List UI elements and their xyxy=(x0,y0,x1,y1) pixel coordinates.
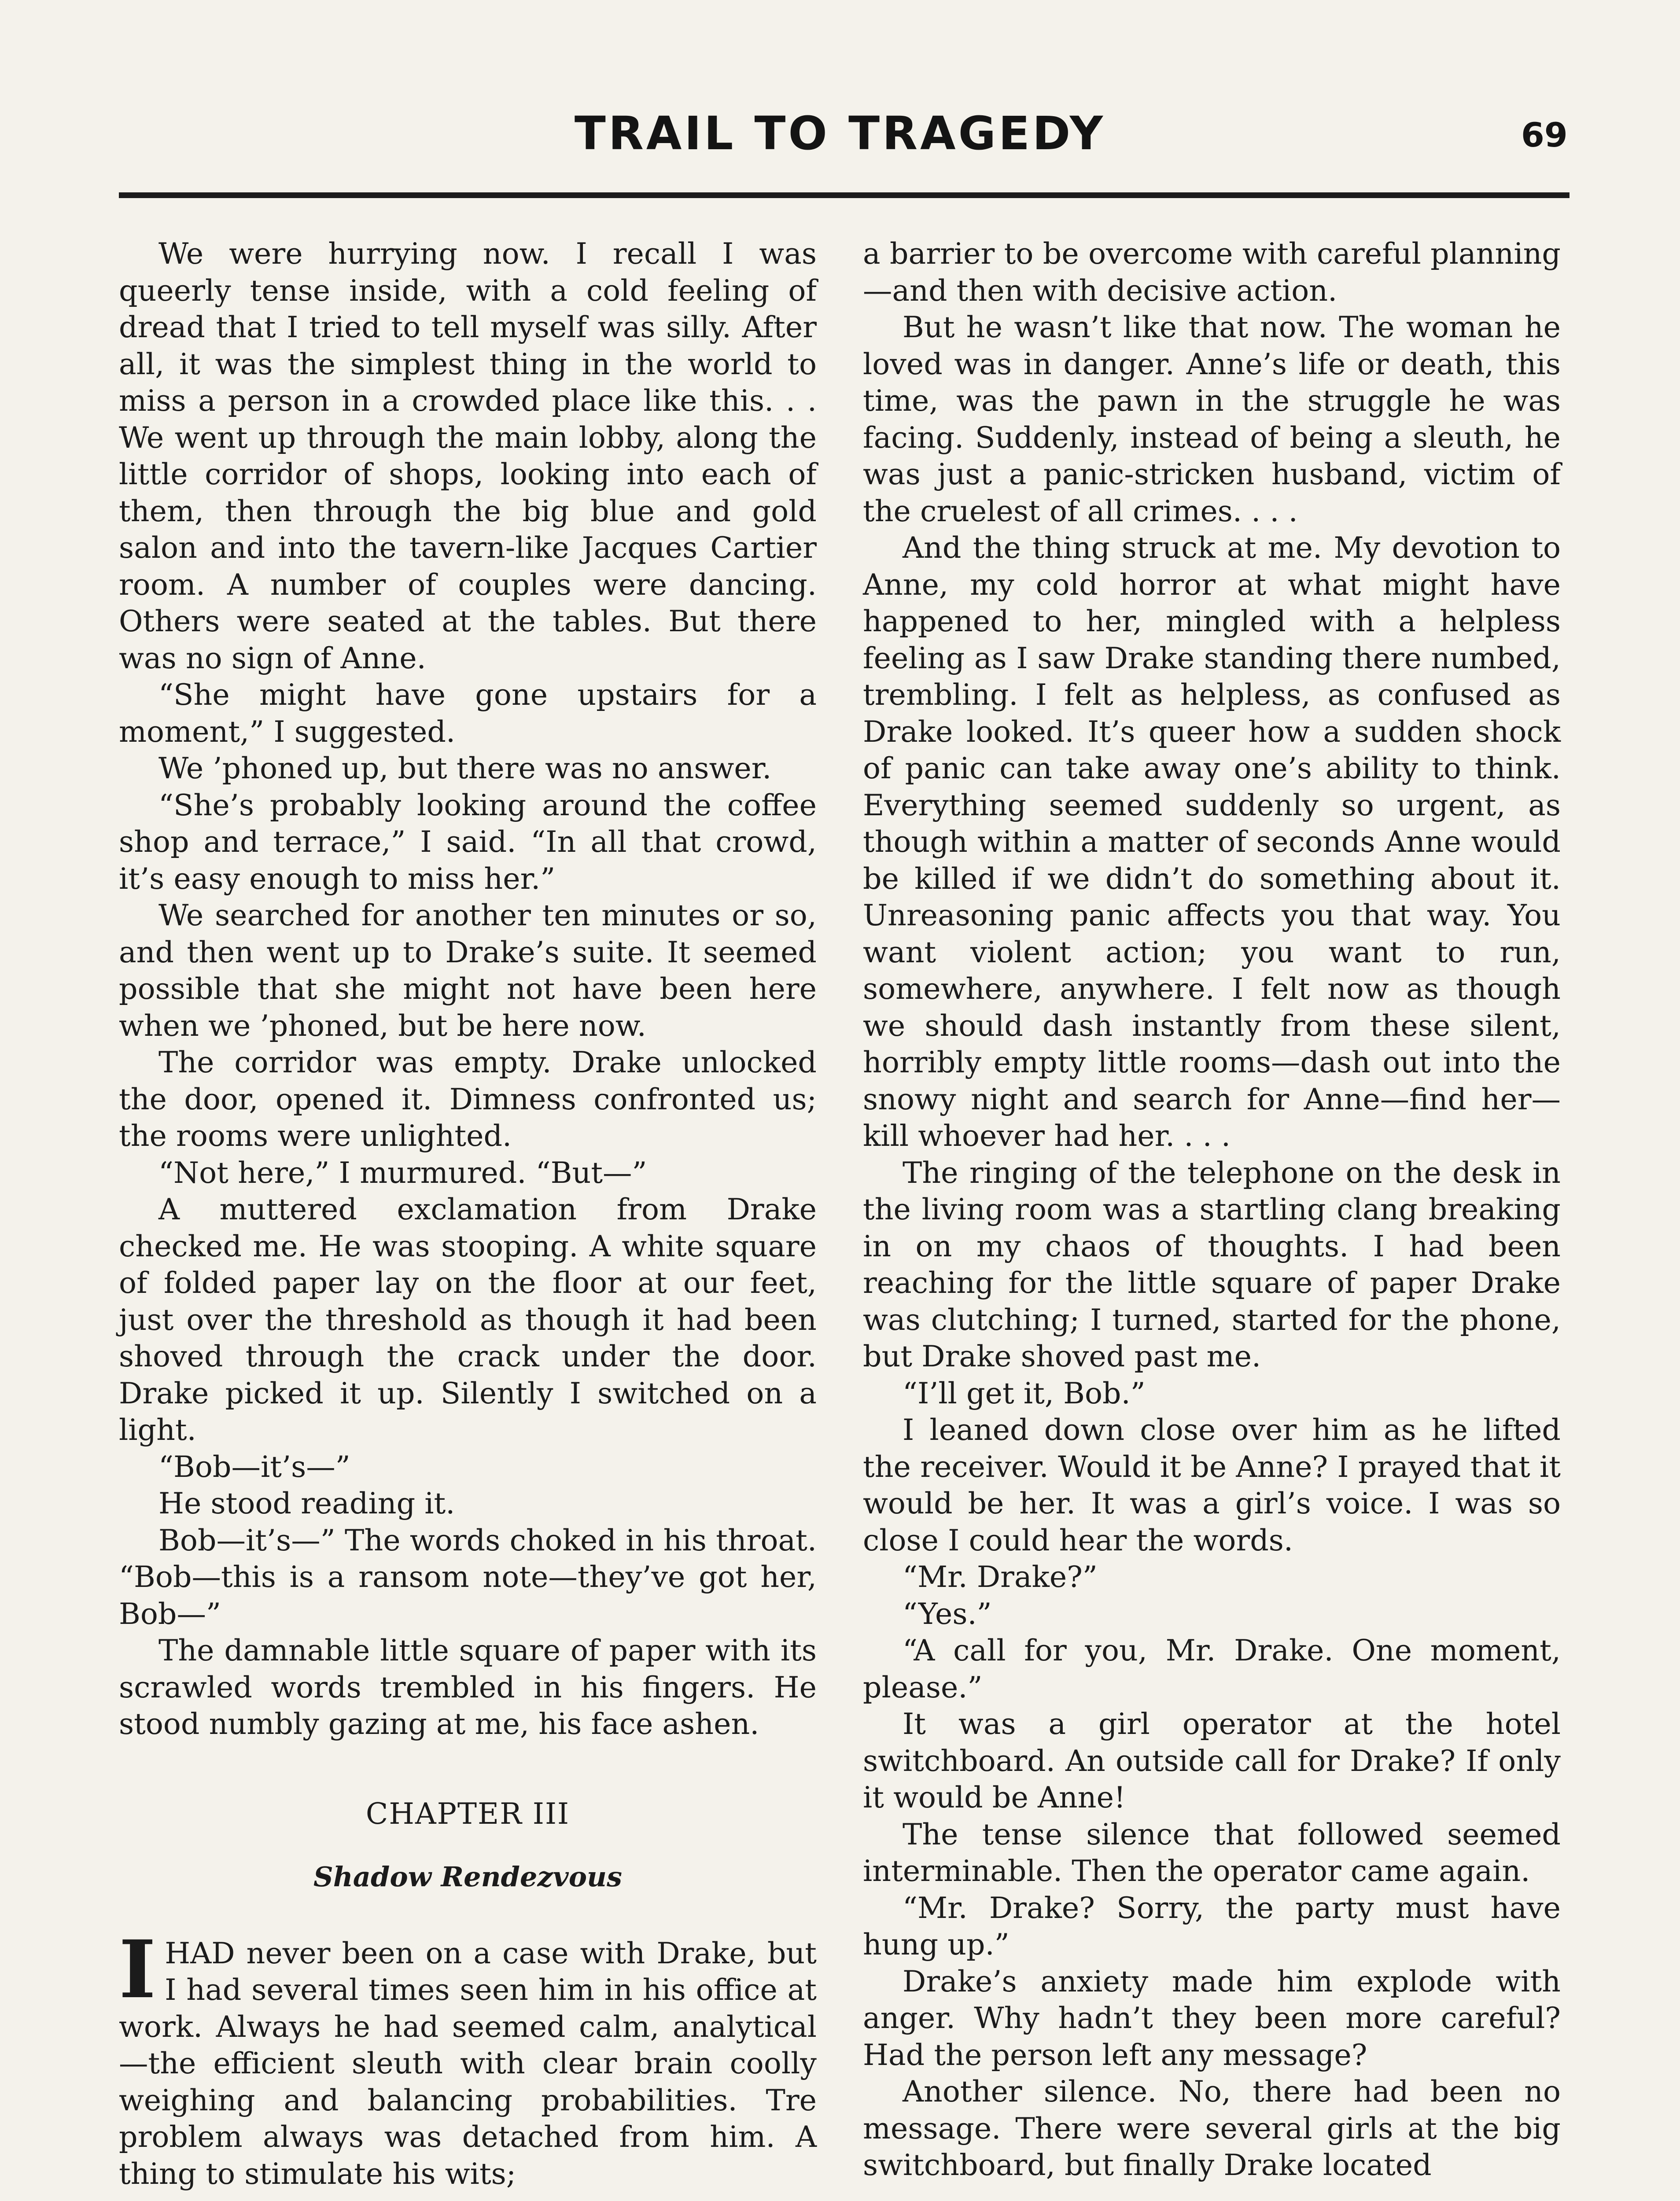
paragraph: The tense silence that followed seemed interminable. Then the operator came again. xyxy=(863,1817,1561,1888)
paragraph: I leaned down close over him as he lifted the receiver. Would it be Anne? I prayed that it would be her. It was a girl’s voice. I was so close I could hear the words. xyxy=(863,1413,1561,1557)
paragraph: The corridor was empty. Drake unlocked the door, opened it. Dimness confronted us; the rooms were unlighted. xyxy=(119,1045,817,1153)
paragraph: We were hurrying now. I recall I was queerly tense inside, with a cold feeling of dread that I tried to tell myself was silly. After all, it was the simplest thing in the world to miss a person in a crowded place like this. . . We went up through the main lobby, along the little corridor of shops, looking into each of them, then through the big blue and gold salon and into the tavern-like Jacques Cartier room. A number of couples were dancing. Others were seated at the tables. But there was no sign of Anne. xyxy=(119,236,817,675)
paragraph: The ringing of the telephone on the desk in the living room was a startling clang breaking in on my chaos of thoughts. I had been reaching for the little square of paper Drake was clutching; I turned, started for the phone, but Drake shoved past me. xyxy=(863,1155,1561,1373)
paragraph: “A call for you, Mr. Drake. One moment, please.” xyxy=(863,1633,1561,1704)
left-column xyxy=(119,236,817,2192)
paragraph: “Bob—it’s—” xyxy=(158,1449,350,1484)
paragraph-continued: a barrier to be overcome with careful planning—and then with decisive action. xyxy=(863,236,1561,308)
header-rule xyxy=(119,192,1569,198)
right-column xyxy=(863,236,1561,2184)
paragraph: We ’phoned up, but there was no answer. xyxy=(158,751,772,785)
paragraph: He stood reading it. xyxy=(158,1486,455,1520)
paragraph: Bob—it’s—” The words choked in his throat. “Bob—this is a ransom note—they’ve got her, Bob—” xyxy=(119,1523,817,1631)
paragraph: “I’ll get it, Bob.” xyxy=(903,1376,1146,1410)
paragraph: We searched for another ten minutes or so, and then went up to Drake’s suite. It seemed possible that she might not have been here when we ’phoned, but be here now. xyxy=(119,898,817,1043)
paragraph: The damnable little square of paper with its scrawled words trembled in his fingers. He stood numbly gazing at me, his face ashen. xyxy=(119,1633,817,1741)
paragraph: Another silence. No, there had been no message. There were several girls at the big switchboard, but finally Drake located xyxy=(863,2074,1561,2182)
paragraph: “She might have gone upstairs for a moment,” I suggested. xyxy=(119,677,817,749)
chapter-heading: CHAPTER III xyxy=(365,1796,570,1831)
paragraph: “She’s probably looking around the coffee shop and terrace,” I said. “In all that crowd, it’s easy enough to miss her.” xyxy=(119,788,817,896)
paragraph: “Mr. Drake? Sorry, the party must have hung up.” xyxy=(863,1890,1561,1962)
drop-cap: I xyxy=(119,1923,156,2016)
chapter-subtitle: Shadow Rendezvous xyxy=(313,1861,623,1893)
paragraph: A muttered exclamation from Drake checked me. He was stooping. A white square of folded paper lay on the floor at our feet, just over the threshold as though it had been shoved through the crack under the door. Drake picked it up. Silently I switched on a light. xyxy=(119,1192,817,1447)
paragraph: “Yes.” xyxy=(903,1596,992,1631)
chapter-opening-text: HAD never been on a case with Drake, but I had several times seen him in his office at work. Always he had seemed calm, analytical—the efficient sleuth with clear brain coolly weighing and balancing probabilities. Tre problem always was detached from him. A thing to stimulate his wits; xyxy=(119,1936,817,2191)
chapter-opening-paragraph xyxy=(119,1923,817,2193)
paragraph: And the thing struck at me. My devotion to Anne, my cold horror at what might have happened to her, mingled with a helpless feeling as I saw Drake standing there numbed, trembling. I felt as helpless, as confused as Drake looked. It’s queer how a sudden shock of panic can take away one’s ability to think. Everything seemed suddenly so urgent, as though within a matter of seconds Anne would be killed if we didn’t do something about it. Unreasoning panic affects you that way. You want violent action; you want to run, somewhere, anywhere. I felt now as though we should dash instantly from these silent, horribly empty little rooms—dash out into the snowy night and search for Anne—find her—kill whoever had her. . . . xyxy=(863,530,1561,1153)
paragraph: Drake’s anxiety made him explode with anger. Why hadn’t they been more careful? Had the person left any message? xyxy=(863,1964,1561,2072)
paragraph: “Mr. Drake?” xyxy=(903,1560,1098,1594)
paragraph: It was a girl operator at the hotel switchboard. An outside call for Drake? If only it would be Anne! xyxy=(863,1707,1561,1815)
page-number: 69 xyxy=(1521,115,1568,155)
paragraph: “Not here,” I murmured. “But—” xyxy=(158,1155,647,1190)
paragraph: But he wasn’t like that now. The woman he loved was in danger. Anne’s life or death, this time, was the pawn in the struggle he was facing. Suddenly, instead of being a sleuth, he was just a panic-stricken husband, victim of the cruelest of all crimes. . . . xyxy=(863,310,1561,528)
running-header-title: TRAIL TO TRAGEDY xyxy=(574,107,1106,160)
